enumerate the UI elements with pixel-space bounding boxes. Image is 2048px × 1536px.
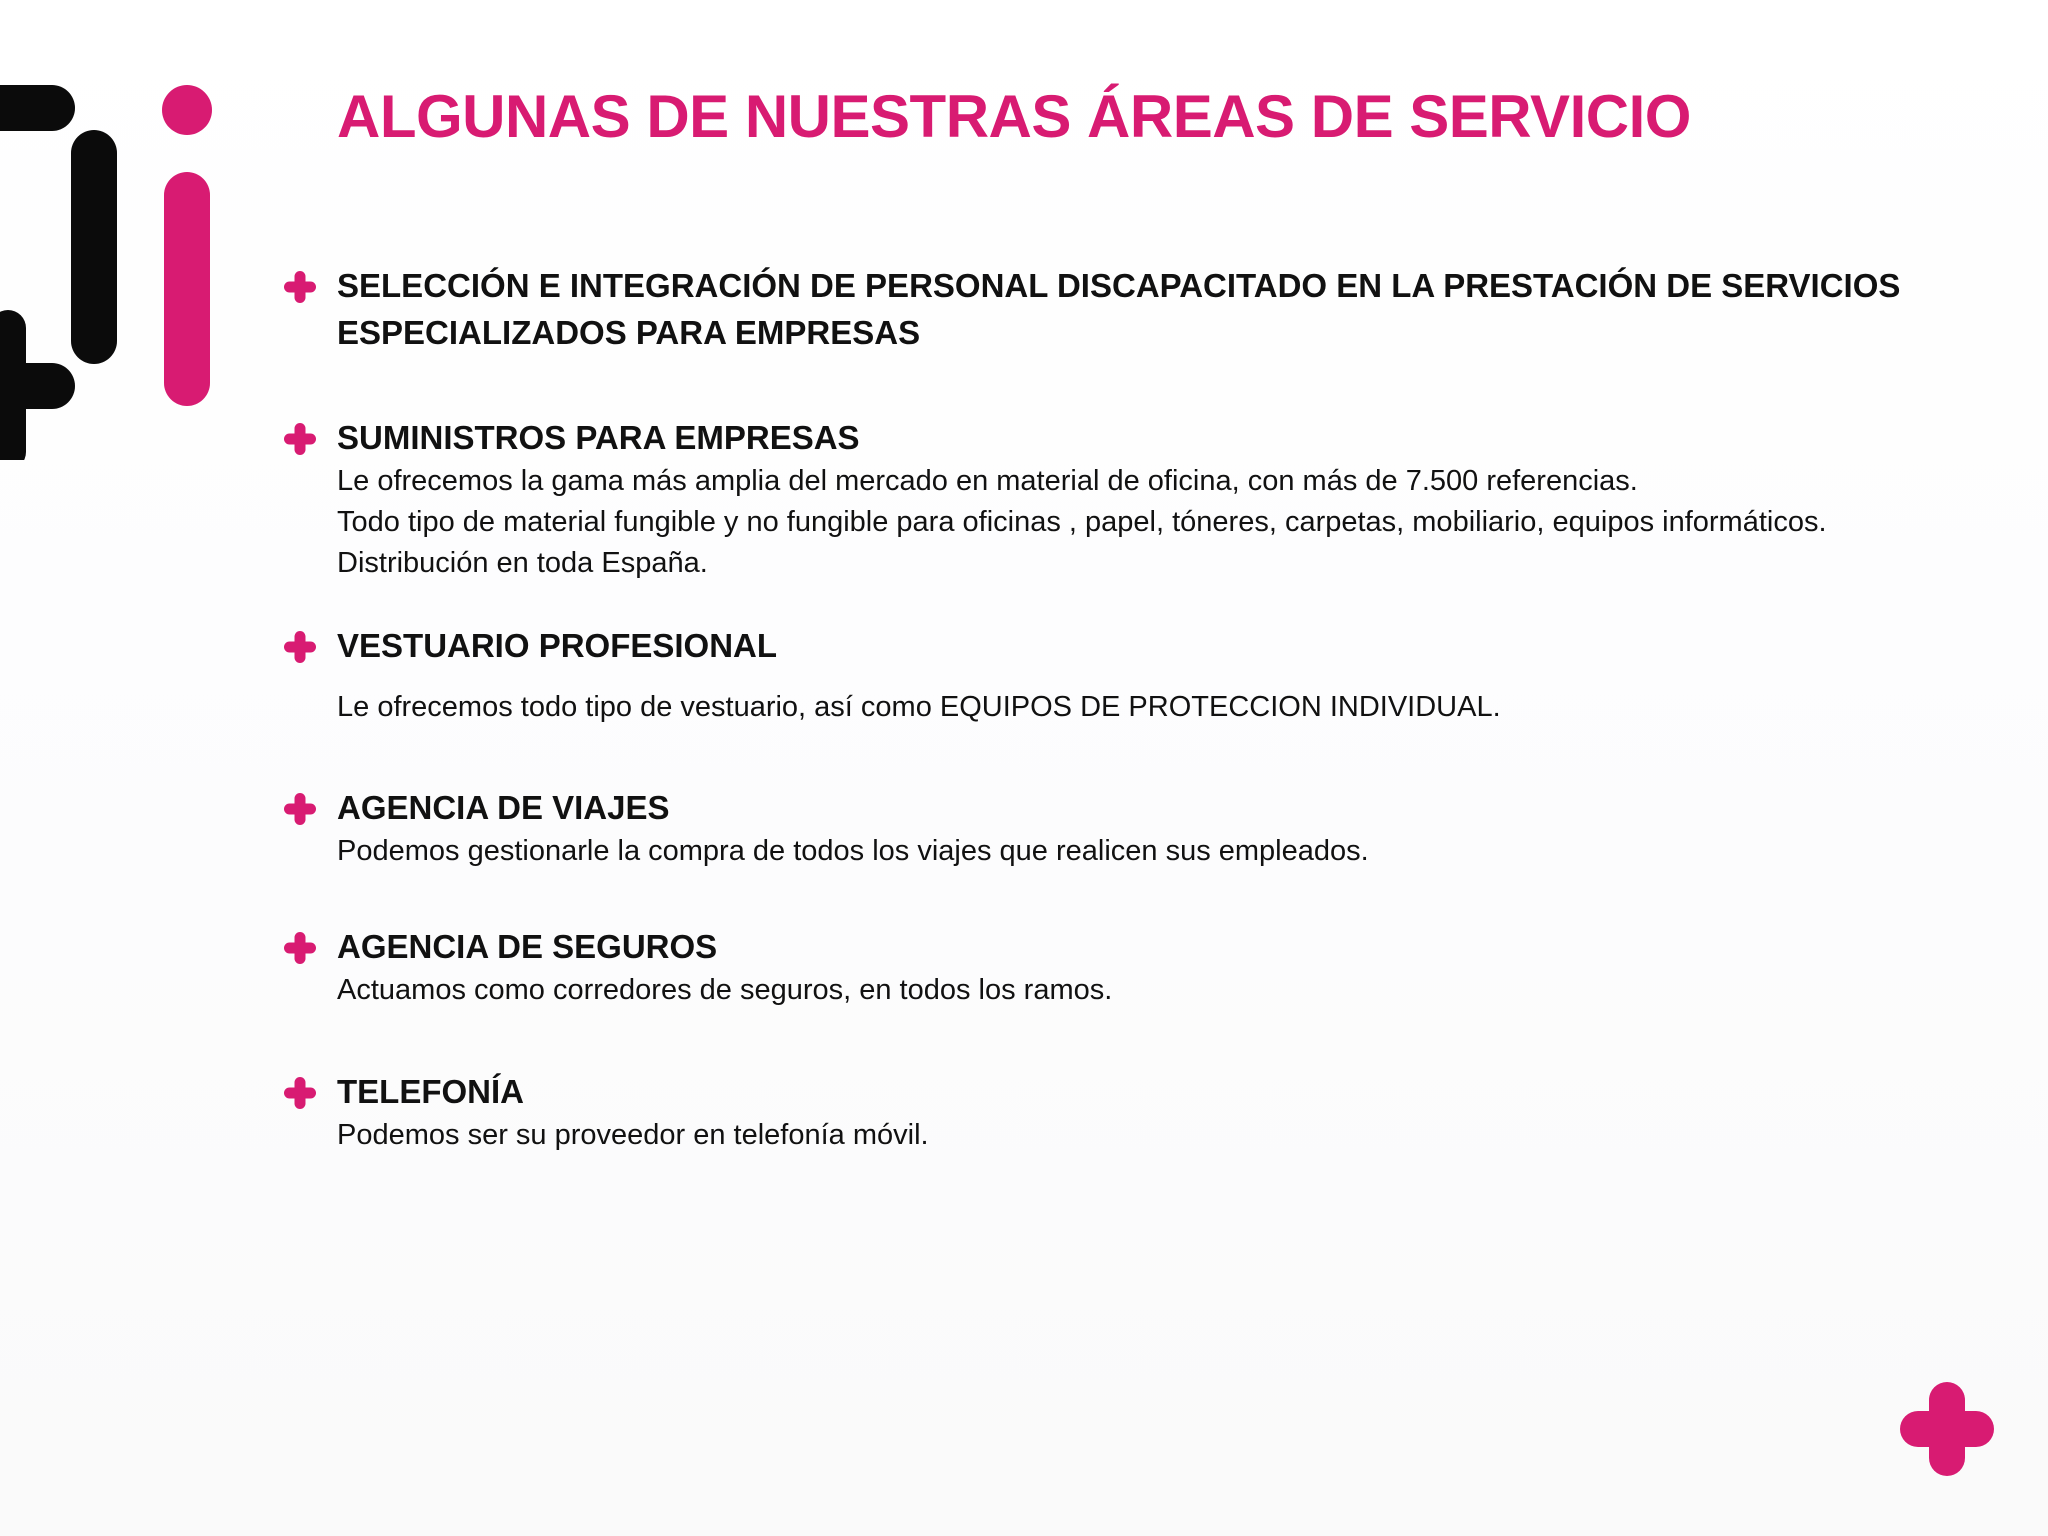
service-description [337, 687, 1903, 728]
plus-bullet-icon [283, 422, 317, 456]
service-description [337, 831, 1903, 872]
service-title: SELECCIÓN E INTEGRACIÓN DE PERSONAL DISCAPACITADO EN LA PRESTACIÓN DE SERVICIOS ESPECIALIZADOS PARA EMPRESAS [337, 267, 1901, 351]
service-title: VESTUARIO PROFESIONAL [337, 627, 778, 664]
service-description [337, 1115, 1903, 1156]
plus-bullet-icon [283, 630, 317, 664]
service-title: AGENCIA DE VIAJES [337, 789, 670, 826]
page-title: ALGUNAS DE NUESTRAS ÁREAS DE SERVICIO [337, 83, 1691, 150]
service-item [283, 414, 1903, 584]
plus-bullet-icon [283, 792, 317, 826]
plus-bullet-icon [283, 931, 317, 965]
service-description-line: Le ofrecemos todo tipo de vestuario, así como EQUIPOS DE PROTECCION INDIVIDUAL. [337, 691, 1501, 723]
service-description [337, 461, 1903, 584]
plus-bullet-icon [283, 270, 317, 304]
service-item [283, 1068, 1903, 1156]
service-title: TELEFONÍA [337, 1073, 524, 1110]
service-item [283, 923, 1903, 1011]
service-description-line: Podemos gestionarle la compra de todos los viajes que realicen sus empleados. [337, 835, 1369, 867]
service-description-line: Podemos ser su proveedor en telefonía móvil. [337, 1119, 929, 1151]
plus-bullet-icon [283, 1076, 317, 1110]
brand-logo-graphic [0, 80, 220, 460]
service-title: SUMINISTROS PARA EMPRESAS [337, 419, 860, 456]
service-item [283, 784, 1903, 872]
service-title: AGENCIA DE SEGUROS [337, 928, 718, 965]
service-description [337, 970, 1903, 1011]
service-item [283, 262, 1903, 356]
service-description-line: Todo tipo de material fungible y no fungible para oficinas , papel, tóneres, carpetas, mobiliario, equipos informáticos. Distribución en toda España. [337, 506, 1827, 579]
service-item [283, 622, 1903, 728]
service-description-line: Actuamos como corredores de seguros, en todos los ramos. [337, 974, 1113, 1006]
corner-plus-icon [1898, 1380, 1996, 1478]
service-description-line: Le ofrecemos la gama más amplia del mercado en material de oficina, con más de 7.500 referencias. [337, 465, 1638, 497]
